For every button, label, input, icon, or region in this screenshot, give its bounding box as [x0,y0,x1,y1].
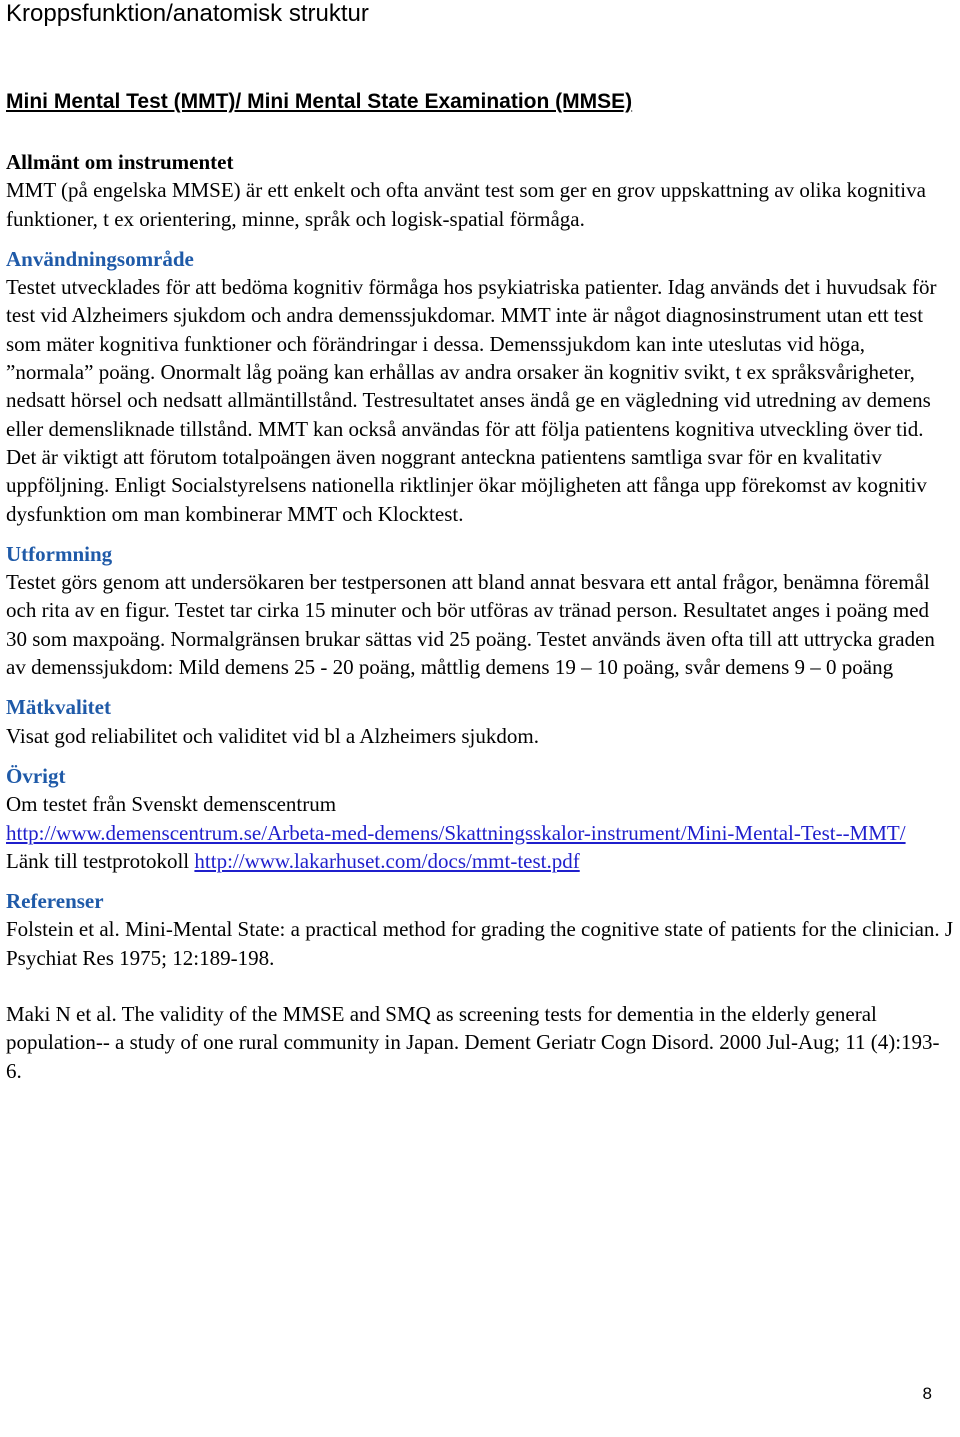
document-title: Mini Mental Test (MMT)/ Mini Mental State Examination (MMSE) [6,90,633,113]
section-text-general: MMT (på engelska MMSE) är ett enkelt och ofta använt test som ger en grov uppskattning av olika kognitiva funktioner, t ex orientering, minne, språk och logisk-spatial förmåga. [6,178,926,231]
section-text-usage: Testet utvecklades för att bedöma kognitiv förmåga hos psykiatriska patienter. Idag används det i huvudsak för test vid Alzheimers sjukdom och andra demenssjukdomar. MMT inte är något diagnosinstrument utan ett test som mäter kognitiva funktioner och förändringar i dessa. Demenssjukdom kan inte uteslutas vid höga, ”normala” poäng. Onormalt låg poäng kan erhållas av andra orsaker än kognitiv svikt, t ex språksvårigheter, nedsatt hörsel och nedsatt allmäntillstånd. Testresultatet anses ändå ge en vägledning vid utredning av demens eller demensliknade tillstånd. MMT kan också användas för att följa patientens kognitiva utveckling över tid. Det är viktigt att förutom totalpoängen även noggrant anteckna patientens samtliga svar för en kvalitativ uppföljning. Enligt Socialstyrelsens nationella riktlinjer ökar möjligheten att fånga upp förekomst av kognitiv dysfunktion om man kombinerar MMT och Klocktest. [6,275,937,526]
reference-item: Maki N et al. The validity of the MMSE and SMQ as screening tests for dementia in the elderly general population-- a study of one rural community in Japan. Dement Geriatr Cogn Disord. 2000 Jul-Aug; 11 (4):193-6. [6,1002,940,1083]
section-design [6,540,954,681]
section-other [6,762,954,875]
section-quality [6,693,954,750]
protocol-label: Länk till testprotokoll [6,848,195,873]
section-general [6,148,954,233]
protocol-line [6,847,954,875]
section-heading-quality: Mätkvalitet [6,695,111,720]
section-heading-usage: Användningsområde [6,246,194,271]
section-heading-general: Allmänt om instrumentet [6,150,234,174]
page-number: 8 [922,1384,932,1403]
document-page [6,0,954,1083]
page-header: Kroppsfunktion/anatomisk struktur [6,0,369,27]
document-content [6,148,954,1113]
section-heading-references: Referenser [6,889,104,914]
section-text-design: Testet görs genom att undersökaren ber testpersonen att bland annat besvara ett antal frågor, benämna föremål och rita av en figur. Testet tar cirka 15 minuter och bör utföras av tränad person. Resultatet anges i poäng med 30 som maxpoäng. Normalgränsen brukar sättas vid 25 poäng. Testet används även ofta till att uttrycka graden av demenssjukdom: Mild demens 25 - 20 poäng, måttlig demens 19 – 10 poäng, svår demens 9 – 0 poäng [6,570,935,680]
protocol-link[interactable]: http://www.lakarhuset.com/docs/mmt-test.pdf [194,848,580,873]
section-heading-design: Utformning [6,541,113,566]
section-text-quality: Visat god reliabilitet och validitet vid bl a Alzheimers sjukdom. [6,723,539,748]
link-line-demenscentrum [6,819,954,847]
reference-item: Folstein et al. Mini-Mental State: a practical method for grading the cognitive state of patients for the clinician. J Psychiat Res 1975; 12:189-198. [6,917,954,970]
section-text-other-intro: Om testet från Svenskt demenscentrum [6,792,337,817]
section-references [6,887,954,1085]
demenscentrum-link[interactable]: http://www.demenscentrum.se/Arbeta-med-demens/Skattningsskalor-instrument/Mini-Mental-Test--MMT/ [6,820,906,845]
section-usage [6,245,954,528]
section-heading-other: Övrigt [6,763,66,788]
